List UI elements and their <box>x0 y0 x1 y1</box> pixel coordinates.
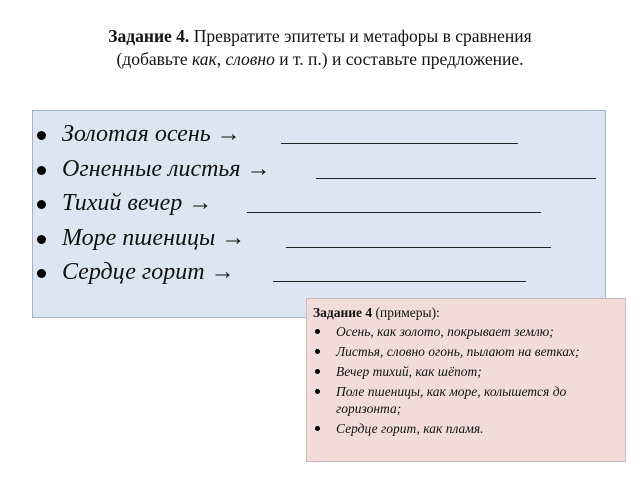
answer-item <box>313 343 619 360</box>
bullet-icon <box>37 131 46 140</box>
task-item <box>33 221 605 256</box>
answer-text: Поле пшеницы, как море, колышется до горизонта; <box>336 384 567 416</box>
answer-blank[interactable] <box>273 281 526 282</box>
bullet-icon <box>315 369 320 374</box>
task-item <box>33 152 605 187</box>
bullet-icon <box>37 269 46 278</box>
word-kak: как <box>192 49 217 69</box>
bullet-icon <box>37 166 46 175</box>
task-item-text: Огненные листья → <box>62 155 271 182</box>
task-item-text: Тихий вечер → <box>62 190 213 216</box>
bullet-icon <box>37 235 46 244</box>
task-box <box>32 110 606 318</box>
answers-heading-bold: Задание 4 <box>313 305 373 320</box>
bullet-icon <box>315 389 320 394</box>
title-line2-b: и т. п.) и составьте предложение. <box>274 49 524 69</box>
answer-item <box>313 323 619 340</box>
answer-item <box>313 383 619 417</box>
answer-blank[interactable] <box>247 212 541 213</box>
answers-box <box>306 298 626 462</box>
title-comma: , <box>216 49 226 69</box>
answer-text: Листья, словно огонь, пылают на ветках; <box>336 344 580 359</box>
title-line1: Превратите эпитеты и метафоры в сравнения <box>189 26 532 46</box>
answer-blank[interactable] <box>316 178 596 179</box>
answers-heading <box>313 304 619 321</box>
task-item <box>33 255 605 290</box>
answer-text: Вечер тихий, как шёпот; <box>336 364 482 379</box>
answer-item <box>313 363 619 380</box>
answer-blank[interactable] <box>281 143 518 144</box>
bullet-icon <box>37 200 46 209</box>
answer-item <box>313 420 619 437</box>
task-item <box>33 186 605 221</box>
answers-heading-rest: (примеры): <box>372 305 440 320</box>
bullet-icon <box>315 426 320 431</box>
task-item-text: Море пшеницы → <box>62 224 246 251</box>
task-title <box>0 25 640 71</box>
answer-text: Осень, как золото, покрывает землю; <box>336 324 554 339</box>
task-number: Задание 4. <box>108 26 190 46</box>
title-line2-a: (добавьте <box>116 49 192 69</box>
answer-text: Сердце горит, как пламя. <box>336 421 484 436</box>
answer-blank[interactable] <box>286 247 551 248</box>
bullet-icon <box>315 349 320 354</box>
task-item-text: Сердце горит → <box>62 259 235 285</box>
task-item-text: Золотая осень → <box>62 121 241 147</box>
bullet-icon <box>315 329 320 334</box>
word-slovno: словно <box>225 49 275 69</box>
task-item <box>33 117 605 152</box>
